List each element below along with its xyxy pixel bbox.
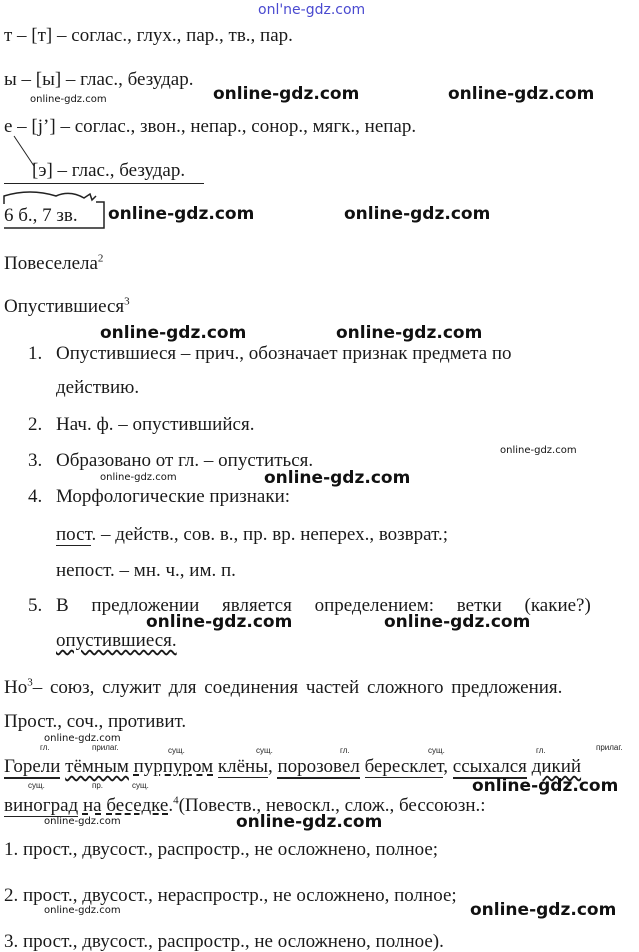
- sound-summary: 6 б., 7 зв.: [4, 205, 78, 226]
- phonetic-line-t: т – [т] – соглас., глух., пар., тв., пар.: [4, 25, 293, 46]
- pos-label: прилаг.: [596, 743, 623, 752]
- pos-label: сущ.: [256, 746, 273, 755]
- watermark: online-gdz.com: [100, 323, 247, 343]
- part-1: 1. прост., двусост., распростр., не осложнено, полное;: [4, 839, 439, 860]
- phonetic-line-y: ы – [ы] – глас., безудар.: [4, 69, 194, 90]
- watermark: online-gdz.com: [264, 468, 411, 488]
- constant-features: пост. – действ., сов. в., пр. вр. неперех., возврат.;: [56, 524, 448, 545]
- watermark: online-gdz.com: [344, 204, 491, 224]
- pos-label: пр.: [92, 781, 104, 790]
- watermark: online-gdz.com: [472, 776, 619, 796]
- item-number-1: 1.: [28, 343, 43, 364]
- part-2: 2. прост., двусост., нераспростр., не осложнено, полное;: [4, 885, 457, 906]
- word-opustivshiesya: Опустившиеся$^3$: [4, 295, 130, 317]
- watermark-small: online-gdz.com: [44, 733, 121, 744]
- watermark-small: online-gdz.com: [30, 94, 107, 105]
- divider-line: [4, 183, 204, 184]
- item-4-text: Морфологические признаки:: [56, 486, 291, 507]
- pos-label: сущ.: [168, 746, 185, 755]
- item-number-2: 2.: [28, 414, 43, 435]
- watermark: online-gdz.com: [384, 612, 531, 632]
- item-number-5: 5.: [28, 595, 43, 616]
- item-2-text: Нач. ф. – опустившийся.: [56, 414, 255, 435]
- watermark-small: online-gdz.com: [100, 472, 177, 483]
- watermark: online-gdz.com: [108, 204, 255, 224]
- item-number-4: 4.: [28, 486, 43, 507]
- conjunction-line-2: Прост., соч., противит.: [4, 711, 187, 732]
- sentence-line-2: виноград на беседке.$^4$(Повеств., невоскл., слож., бессоюзн.:: [4, 794, 486, 816]
- item-1-continuation: действию.: [56, 377, 140, 398]
- pos-label: гл.: [536, 746, 546, 755]
- watermark: online-gdz.com: [213, 84, 360, 104]
- pos-label: гл.: [340, 746, 350, 755]
- item-3-text: Образовано от гл. – опуститься.: [56, 450, 314, 471]
- pos-label: сущ.: [428, 746, 445, 755]
- watermark: online-gdz.com: [236, 812, 383, 832]
- watermark: online-gdz.com: [470, 900, 617, 920]
- conjunction-line: $Но^3-$ союз, служит для соединения частей сложного предложения.: [4, 676, 563, 698]
- watermark-top: onl'ne-gdz.com: [258, 2, 366, 18]
- watermark: online-gdz.com: [146, 612, 293, 632]
- watermark-small: online-gdz.com: [44, 905, 121, 916]
- pos-label: сущ.: [28, 781, 45, 790]
- item-1-text: Опустившиеся – прич., обозначает признак предмета по: [56, 343, 512, 364]
- item-5-continuation: опустившиеся.: [56, 630, 177, 651]
- phonetic-line-e: е – [j’] – соглас., звон., непар., сонор., мягк., непар.: [4, 116, 417, 137]
- watermark-small: online-gdz.com: [44, 816, 121, 827]
- pos-label: сущ.: [132, 781, 149, 790]
- variable-features: непост. – мн. ч., им. п.: [56, 560, 236, 581]
- watermark-small: online-gdz.com: [500, 445, 577, 456]
- pos-label: гл.: [40, 743, 50, 752]
- pos-label: прилаг.: [92, 743, 119, 752]
- watermark: online-gdz.com: [336, 323, 483, 343]
- word-poveselela: Повеселела$^2$: [4, 252, 104, 274]
- item-number-3: 3.: [28, 450, 43, 471]
- phonetic-line-e2: [э] – глас., безудар.: [32, 160, 186, 181]
- part-3: 3. прост., двусост., распростр., не осложнено, полное).: [4, 931, 444, 952]
- watermark: online-gdz.com: [448, 84, 595, 104]
- sentence-line-1: Горели тёмным пурпуром клёны, порозовел бересклет, ссыхался дикий: [4, 756, 582, 777]
- item-5-text: В предложении является определением: ветки (какие?): [56, 595, 591, 616]
